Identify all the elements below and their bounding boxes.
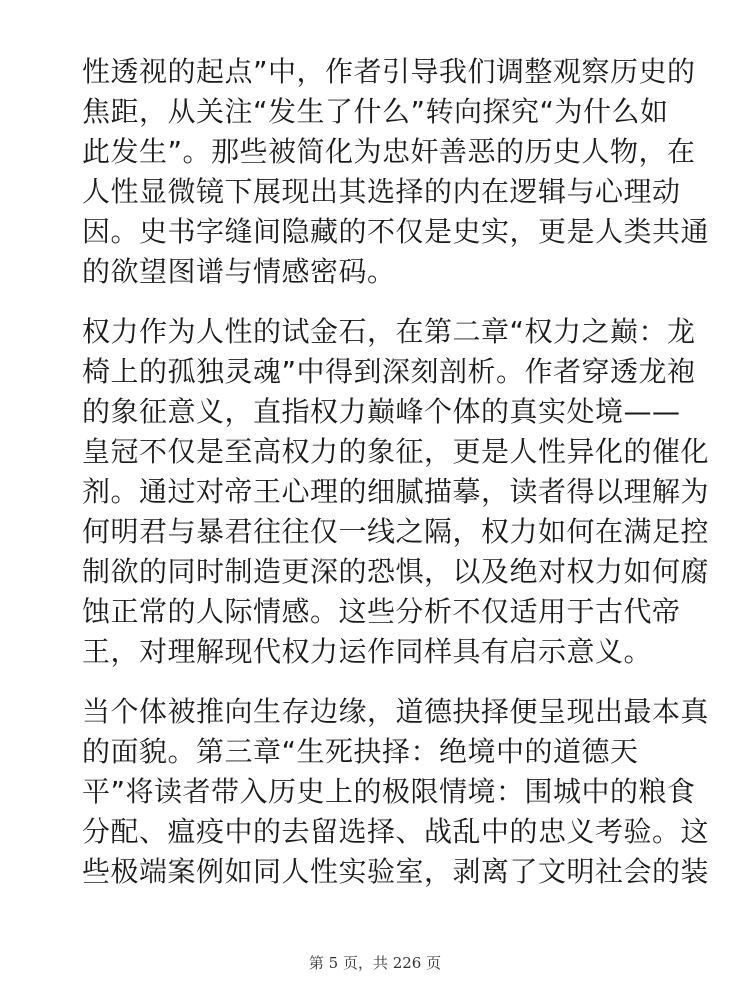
text-line: 椅上的孤独灵魂”中得到深刻剖析。作者穿透龙袍 bbox=[82, 355, 696, 388]
paragraph-1 bbox=[82, 52, 710, 292]
paragraph-2 bbox=[82, 312, 710, 672]
text-line: 剂。通过对帝王心理的细腻描摹，读者得以理解为 bbox=[82, 475, 710, 508]
text-line: 分配、瘟疫中的去留选择、战乱中的忠义考验。这 bbox=[82, 815, 710, 848]
text-line: 权力作为人性的试金石，在第二章“权力之巅：龙 bbox=[82, 315, 696, 348]
text-line: 平”将读者带入历史上的极限情境：围城中的粮食 bbox=[82, 775, 696, 808]
text-line: 制欲的同时制造更深的恐惧，以及绝对权力如何腐 bbox=[82, 555, 710, 588]
page-number-footer: 第 5 页，共 226 页 bbox=[308, 954, 442, 972]
text-line: 此发生”。那些被简化为忠奸善恶的历史人物，在 bbox=[82, 135, 696, 168]
paragraph-3 bbox=[82, 692, 710, 892]
text-line: 人性显微镜下展现出其选择的内在逻辑与心理动 bbox=[82, 175, 681, 208]
text-line: 的欲望图谱与情感密码。 bbox=[82, 255, 396, 288]
page-body bbox=[82, 52, 710, 912]
text-line: 性透视的起点”中，作者引导我们调整观察历史的 bbox=[82, 55, 696, 88]
text-line: 些极端案例如同人性实验室，剥离了文明社会的装 bbox=[82, 855, 710, 888]
text-line: 蚀正常的人际情感。这些分析不仅适用于古代帝 bbox=[82, 595, 681, 628]
text-line: 当个体被推向生存边缘，道德抉择便呈现出最本真 bbox=[82, 695, 710, 728]
text-line: 皇冠不仅是至高权力的象征，更是人性异化的催化 bbox=[82, 435, 710, 468]
text-line: 焦距，从关注“发生了什么”转向探究“为什么如 bbox=[82, 95, 669, 128]
text-line: 王，对理解现代权力运作同样具有启示意义。 bbox=[82, 635, 653, 668]
text-line: 的象征意义，直指权力巅峰个体的真实处境—— bbox=[82, 395, 681, 428]
text-line: 的面貌。第三章“生死抉择：绝境中的道德天 bbox=[82, 735, 639, 768]
text-line: 何明君与暴君往往仅一线之隔，权力如何在满足控 bbox=[82, 515, 710, 548]
text-line: 因。史书字缝间隐藏的不仅是史实，更是人类共通 bbox=[82, 215, 710, 248]
